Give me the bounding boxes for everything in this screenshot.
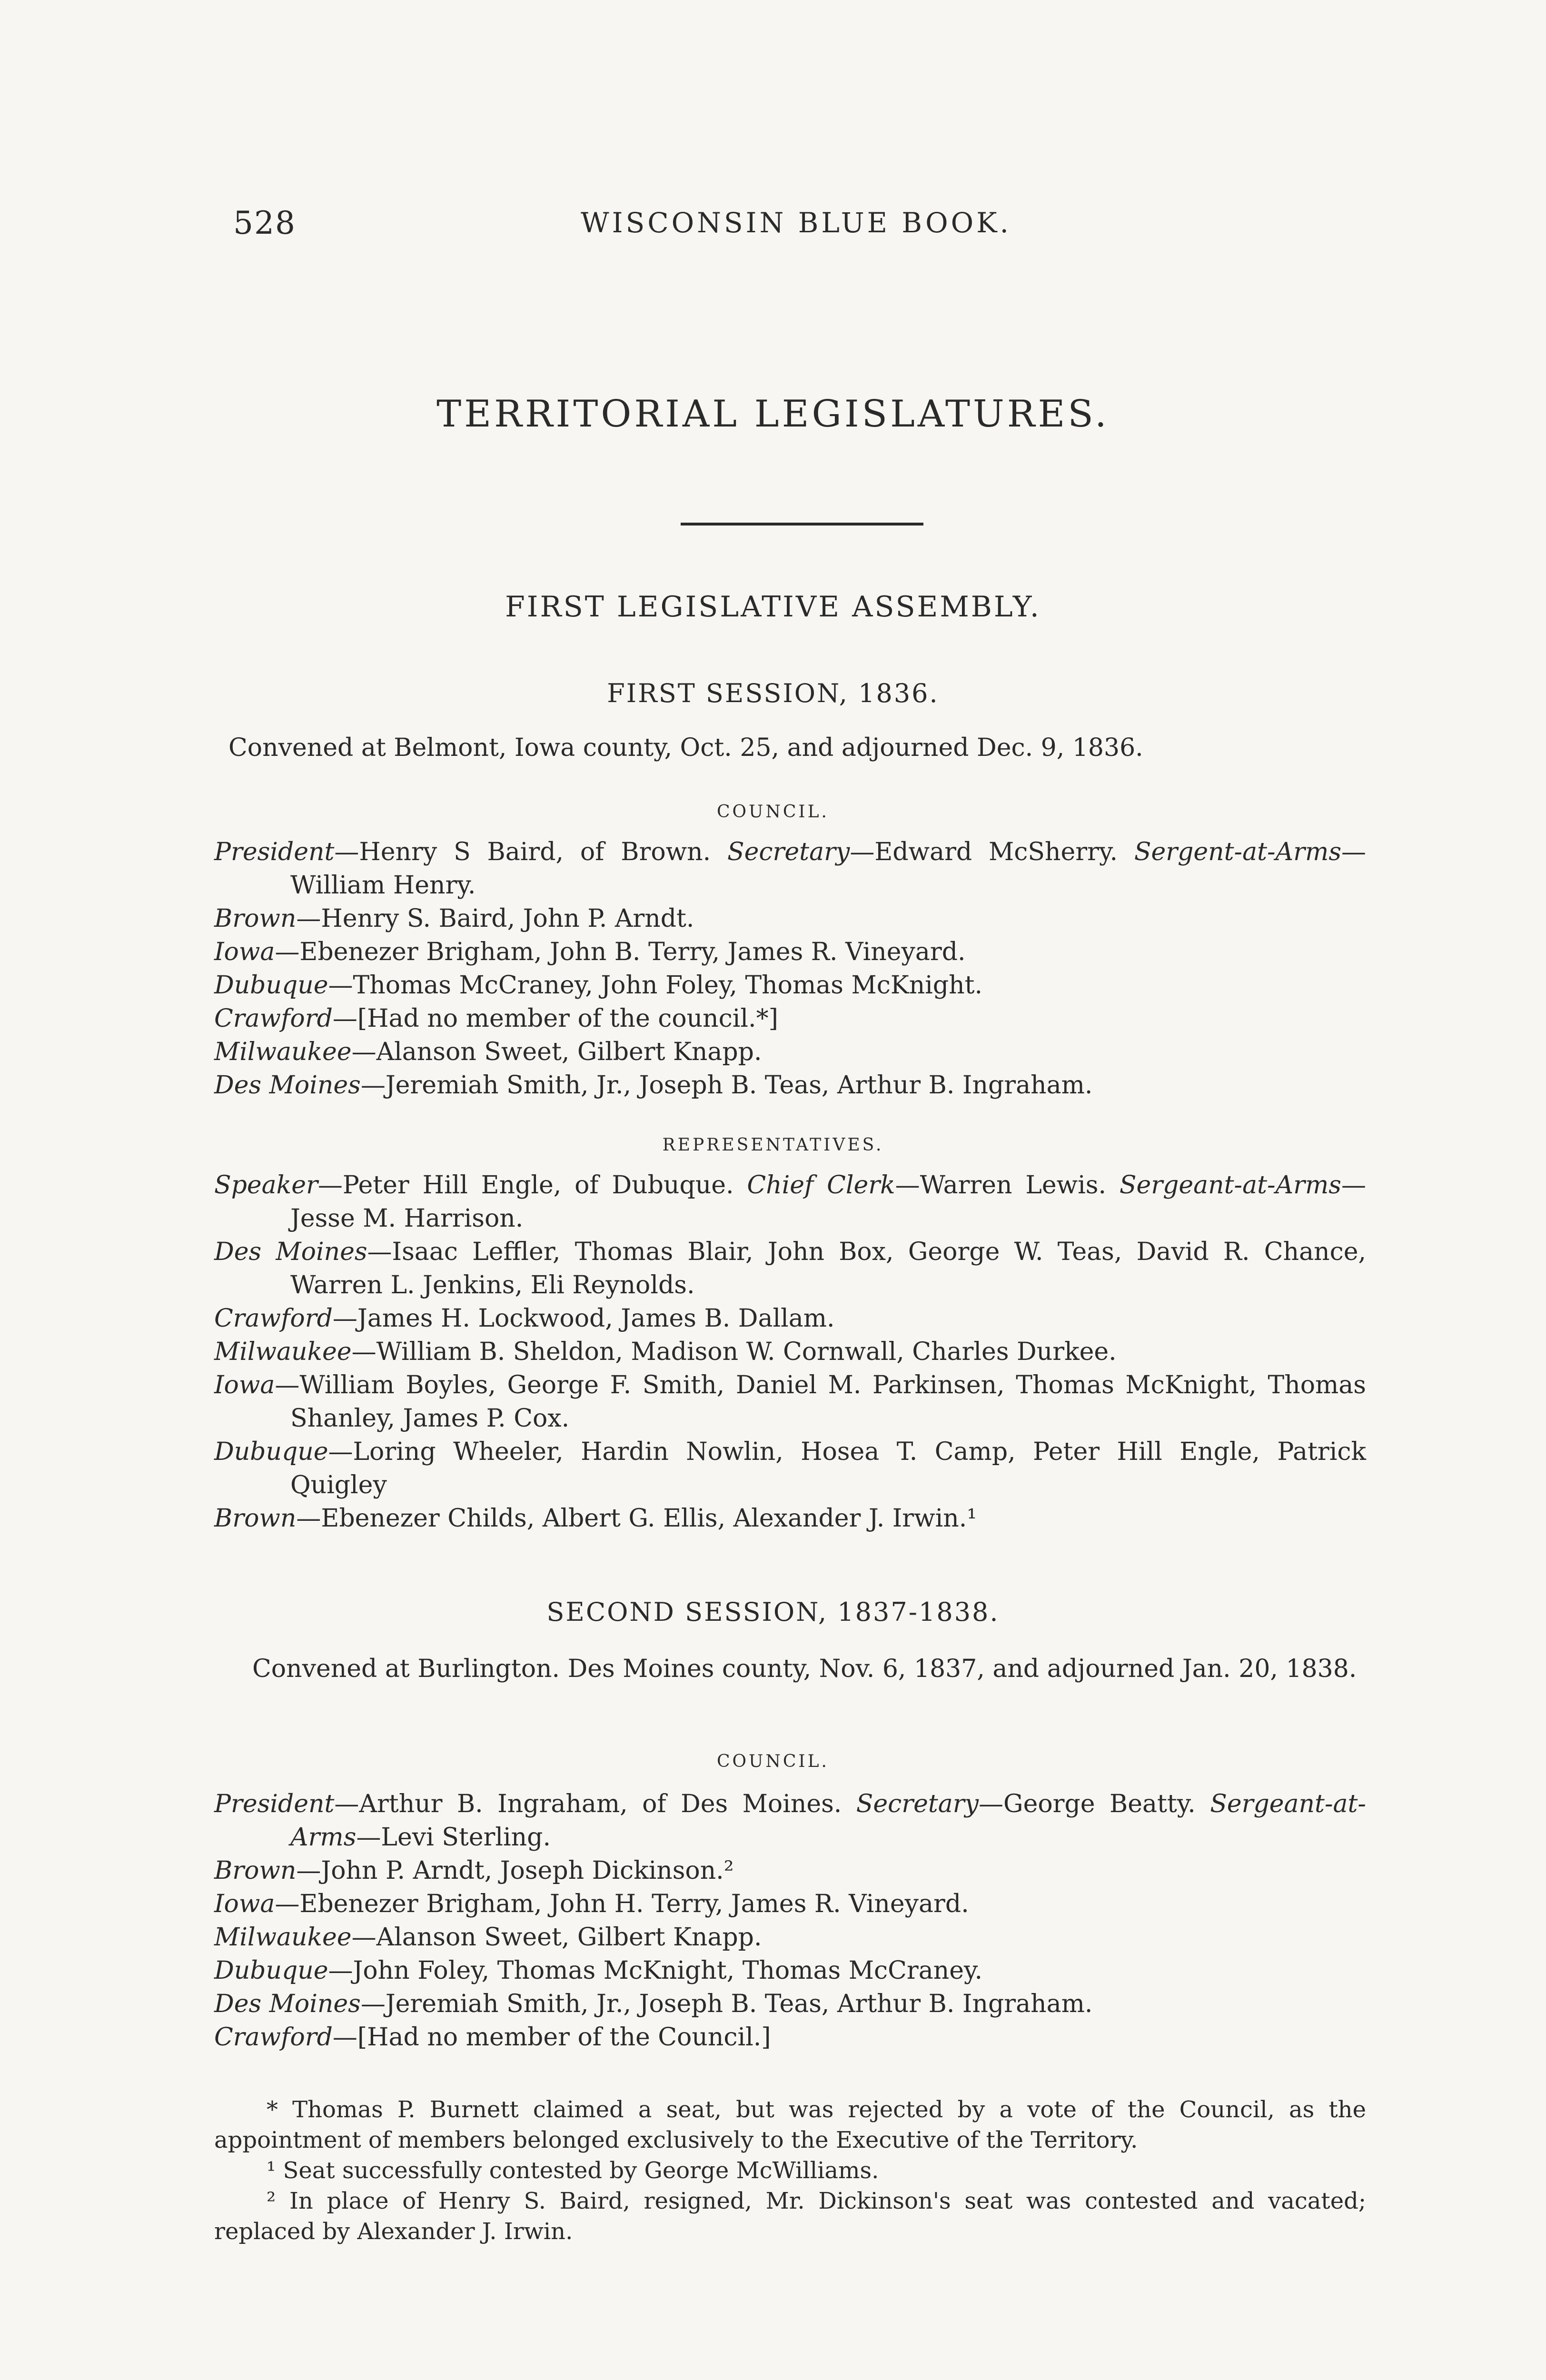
entry-label: Dubuque bbox=[214, 1956, 328, 1985]
entry-label: Dubuque bbox=[214, 1438, 328, 1466]
running-header bbox=[0, 205, 1546, 243]
entry-text: —Henry S. Baird, John P. Arndt. bbox=[296, 904, 694, 933]
first-session-convened: Convened at Belmont, Iowa county, Oct. 25, and adjourned Dec. 9, 1836. bbox=[228, 734, 1143, 762]
representatives-heading: REPRESENTATIVES. bbox=[662, 1135, 884, 1155]
council-entry bbox=[214, 1069, 1366, 1102]
entry-label: Milwaukee bbox=[214, 1038, 352, 1066]
book-title: WISCONSIN BLUE BOOK. bbox=[581, 207, 1011, 239]
representatives-list bbox=[214, 1169, 1366, 1535]
entry-text: —[Had no member of the Council.] bbox=[332, 2023, 771, 2052]
page-title: TERRITORIAL LEGISLATURES. bbox=[436, 393, 1110, 436]
council-entry bbox=[214, 969, 1366, 1002]
council-entry bbox=[214, 1987, 1366, 2021]
entry-text: —Arthur B. Ingraham, of Des Moines. bbox=[334, 1790, 856, 1818]
second-session-convened: Convened at Burlington. Des Moines county, Nov. 6, 1837, and adjourned Jan. 20, 1838. bbox=[252, 1655, 1357, 1683]
footnotes bbox=[214, 2094, 1366, 2247]
entry-label: Brown bbox=[214, 1856, 297, 1885]
entry-text: —Levi Sterling. bbox=[356, 1823, 551, 1852]
entry-label: Milwaukee bbox=[214, 1923, 352, 1952]
entry-text: —Jesse M. Harrison. bbox=[290, 1171, 1366, 1233]
entry-label: Des Moines bbox=[214, 1071, 361, 1100]
council-officers bbox=[214, 835, 1366, 902]
entry-text: —Peter Hill Engle, of Dubuque. bbox=[317, 1171, 747, 1200]
entry-label: Dubuque bbox=[214, 971, 328, 1000]
entry-label: Iowa bbox=[214, 938, 275, 966]
entry-label: Brown bbox=[214, 1504, 297, 1533]
entry-text: —Alanson Sweet, Gilbert Knapp. bbox=[351, 1038, 762, 1066]
council-entry bbox=[214, 1887, 1366, 1921]
entry-label: President bbox=[214, 1790, 335, 1818]
council-entry bbox=[214, 1035, 1366, 1069]
representative-entry bbox=[214, 1435, 1366, 1502]
footnote: ² In place of Henry S. Baird, resigned, Mr. Dickinson's seat was contested and vacated; replaced by Alexander J. Irwin. bbox=[214, 2188, 1366, 2245]
council-entry bbox=[214, 1854, 1366, 1887]
entry-label: Iowa bbox=[214, 1371, 275, 1399]
entry-text: —Thomas McCraney, John Foley, Thomas McKnight. bbox=[328, 971, 983, 1000]
entry-label: Secretary bbox=[856, 1790, 979, 1818]
entry-text: —Isaac Leffler, Thomas Blair, John Box, George W. Teas, David R. Chance, Warren L. Jenkins, Eli Reynolds. bbox=[290, 1238, 1366, 1299]
footnote: * Thomas P. Burnett claimed a seat, but was rejected by a vote of the Council, as the appointment of members belonged exclusively to the Executive of the Territory. bbox=[214, 2096, 1366, 2153]
assembly-heading: FIRST LEGISLATIVE ASSEMBLY. bbox=[505, 590, 1041, 624]
entry-text: —Ebenezer Brigham, John H. Terry, James R. Vineyard. bbox=[275, 1890, 969, 1918]
entry-label: Crawford bbox=[214, 1004, 333, 1033]
entry-text: —Jeremiah Smith, Jr., Joseph B. Teas, Arthur B. Ingraham. bbox=[360, 1071, 1093, 1100]
entry-label: Sergeant-at-Arms bbox=[1119, 1171, 1341, 1200]
representative-entry bbox=[214, 1502, 1366, 1535]
council-entry bbox=[214, 935, 1366, 969]
representative-entry bbox=[214, 1368, 1366, 1435]
house-officers bbox=[214, 1169, 1366, 1235]
entry-text: —John Foley, Thomas McKnight, Thomas McCraney. bbox=[328, 1956, 983, 1985]
first-session-heading: FIRST SESSION, 1836. bbox=[607, 678, 939, 708]
council-entry bbox=[214, 902, 1366, 935]
entry-label: Des Moines bbox=[214, 1990, 361, 2018]
entry-label: Speaker bbox=[214, 1171, 318, 1200]
council-entry bbox=[214, 2021, 1366, 2054]
entry-label: President bbox=[214, 838, 335, 866]
council-entry bbox=[214, 1921, 1366, 1954]
entry-text: —William Boyles, George F. Smith, Daniel M. Parkinsen, Thomas McKnight, Thomas Shanley, James P. Cox. bbox=[275, 1371, 1366, 1433]
first-council-heading: COUNCIL. bbox=[716, 802, 829, 822]
entry-text: —Alanson Sweet, Gilbert Knapp. bbox=[351, 1923, 762, 1952]
council-entry bbox=[214, 1002, 1366, 1035]
entry-text: —James H. Lockwood, James B. Dallam. bbox=[332, 1304, 835, 1333]
entry-text: —Edward McSherry. bbox=[850, 838, 1134, 866]
entry-label: Crawford bbox=[214, 2023, 333, 2052]
entry-label: Crawford bbox=[214, 1304, 333, 1333]
page-number: 528 bbox=[233, 205, 296, 241]
entry-label: Des Moines bbox=[214, 1238, 367, 1266]
entry-text: —Warren Lewis. bbox=[895, 1171, 1120, 1200]
title-rule bbox=[681, 523, 923, 526]
entry-text: —John P. Arndt, Joseph Dickinson.² bbox=[296, 1856, 734, 1885]
second-council-heading: COUNCIL. bbox=[716, 1752, 829, 1771]
entry-text: —Ebenezer Brigham, John B. Terry, James R. Vineyard. bbox=[275, 938, 966, 966]
entry-label: Milwaukee bbox=[214, 1338, 352, 1366]
entry-text: —[Had no member of the council.*] bbox=[332, 1004, 778, 1033]
representative-entry bbox=[214, 1302, 1366, 1335]
council-entry bbox=[214, 1954, 1366, 1987]
entry-label: Chief Clerk bbox=[747, 1171, 895, 1200]
first-council-list bbox=[214, 835, 1366, 1102]
footnote: ¹ Seat successfully contested by George McWilliams. bbox=[267, 2157, 879, 2184]
entry-text: —William B. Sheldon, Madison W. Cornwall, Charles Durkee. bbox=[351, 1338, 1117, 1366]
representative-entry bbox=[214, 1235, 1366, 1302]
entry-text: —William Henry. bbox=[290, 838, 1367, 900]
entry-text: —Jeremiah Smith, Jr., Joseph B. Teas, Arthur B. Ingraham. bbox=[360, 1990, 1093, 2018]
representative-entry bbox=[214, 1335, 1366, 1368]
entry-label: Brown bbox=[214, 904, 297, 933]
council-officers bbox=[214, 1787, 1366, 1854]
entry-label: Sergent-at-Arms bbox=[1134, 838, 1342, 866]
second-council-list bbox=[214, 1787, 1366, 2054]
entry-text: —Ebenezer Childs, Albert G. Ellis, Alexander J. Irwin.¹ bbox=[296, 1504, 977, 1533]
second-session-heading: SECOND SESSION, 1837-1838. bbox=[546, 1597, 1000, 1627]
entry-text: —Henry S Baird, of Brown. bbox=[334, 838, 728, 866]
entry-text: —Loring Wheeler, Hardin Nowlin, Hosea T. Camp, Peter Hill Engle, Patrick Quigley bbox=[290, 1438, 1366, 1499]
entry-label: Secretary bbox=[727, 838, 850, 866]
entry-text: —George Beatty. bbox=[979, 1790, 1210, 1818]
entry-label: Sergeant-at-Arms bbox=[290, 1790, 1366, 1852]
entry-label: Iowa bbox=[214, 1890, 275, 1918]
